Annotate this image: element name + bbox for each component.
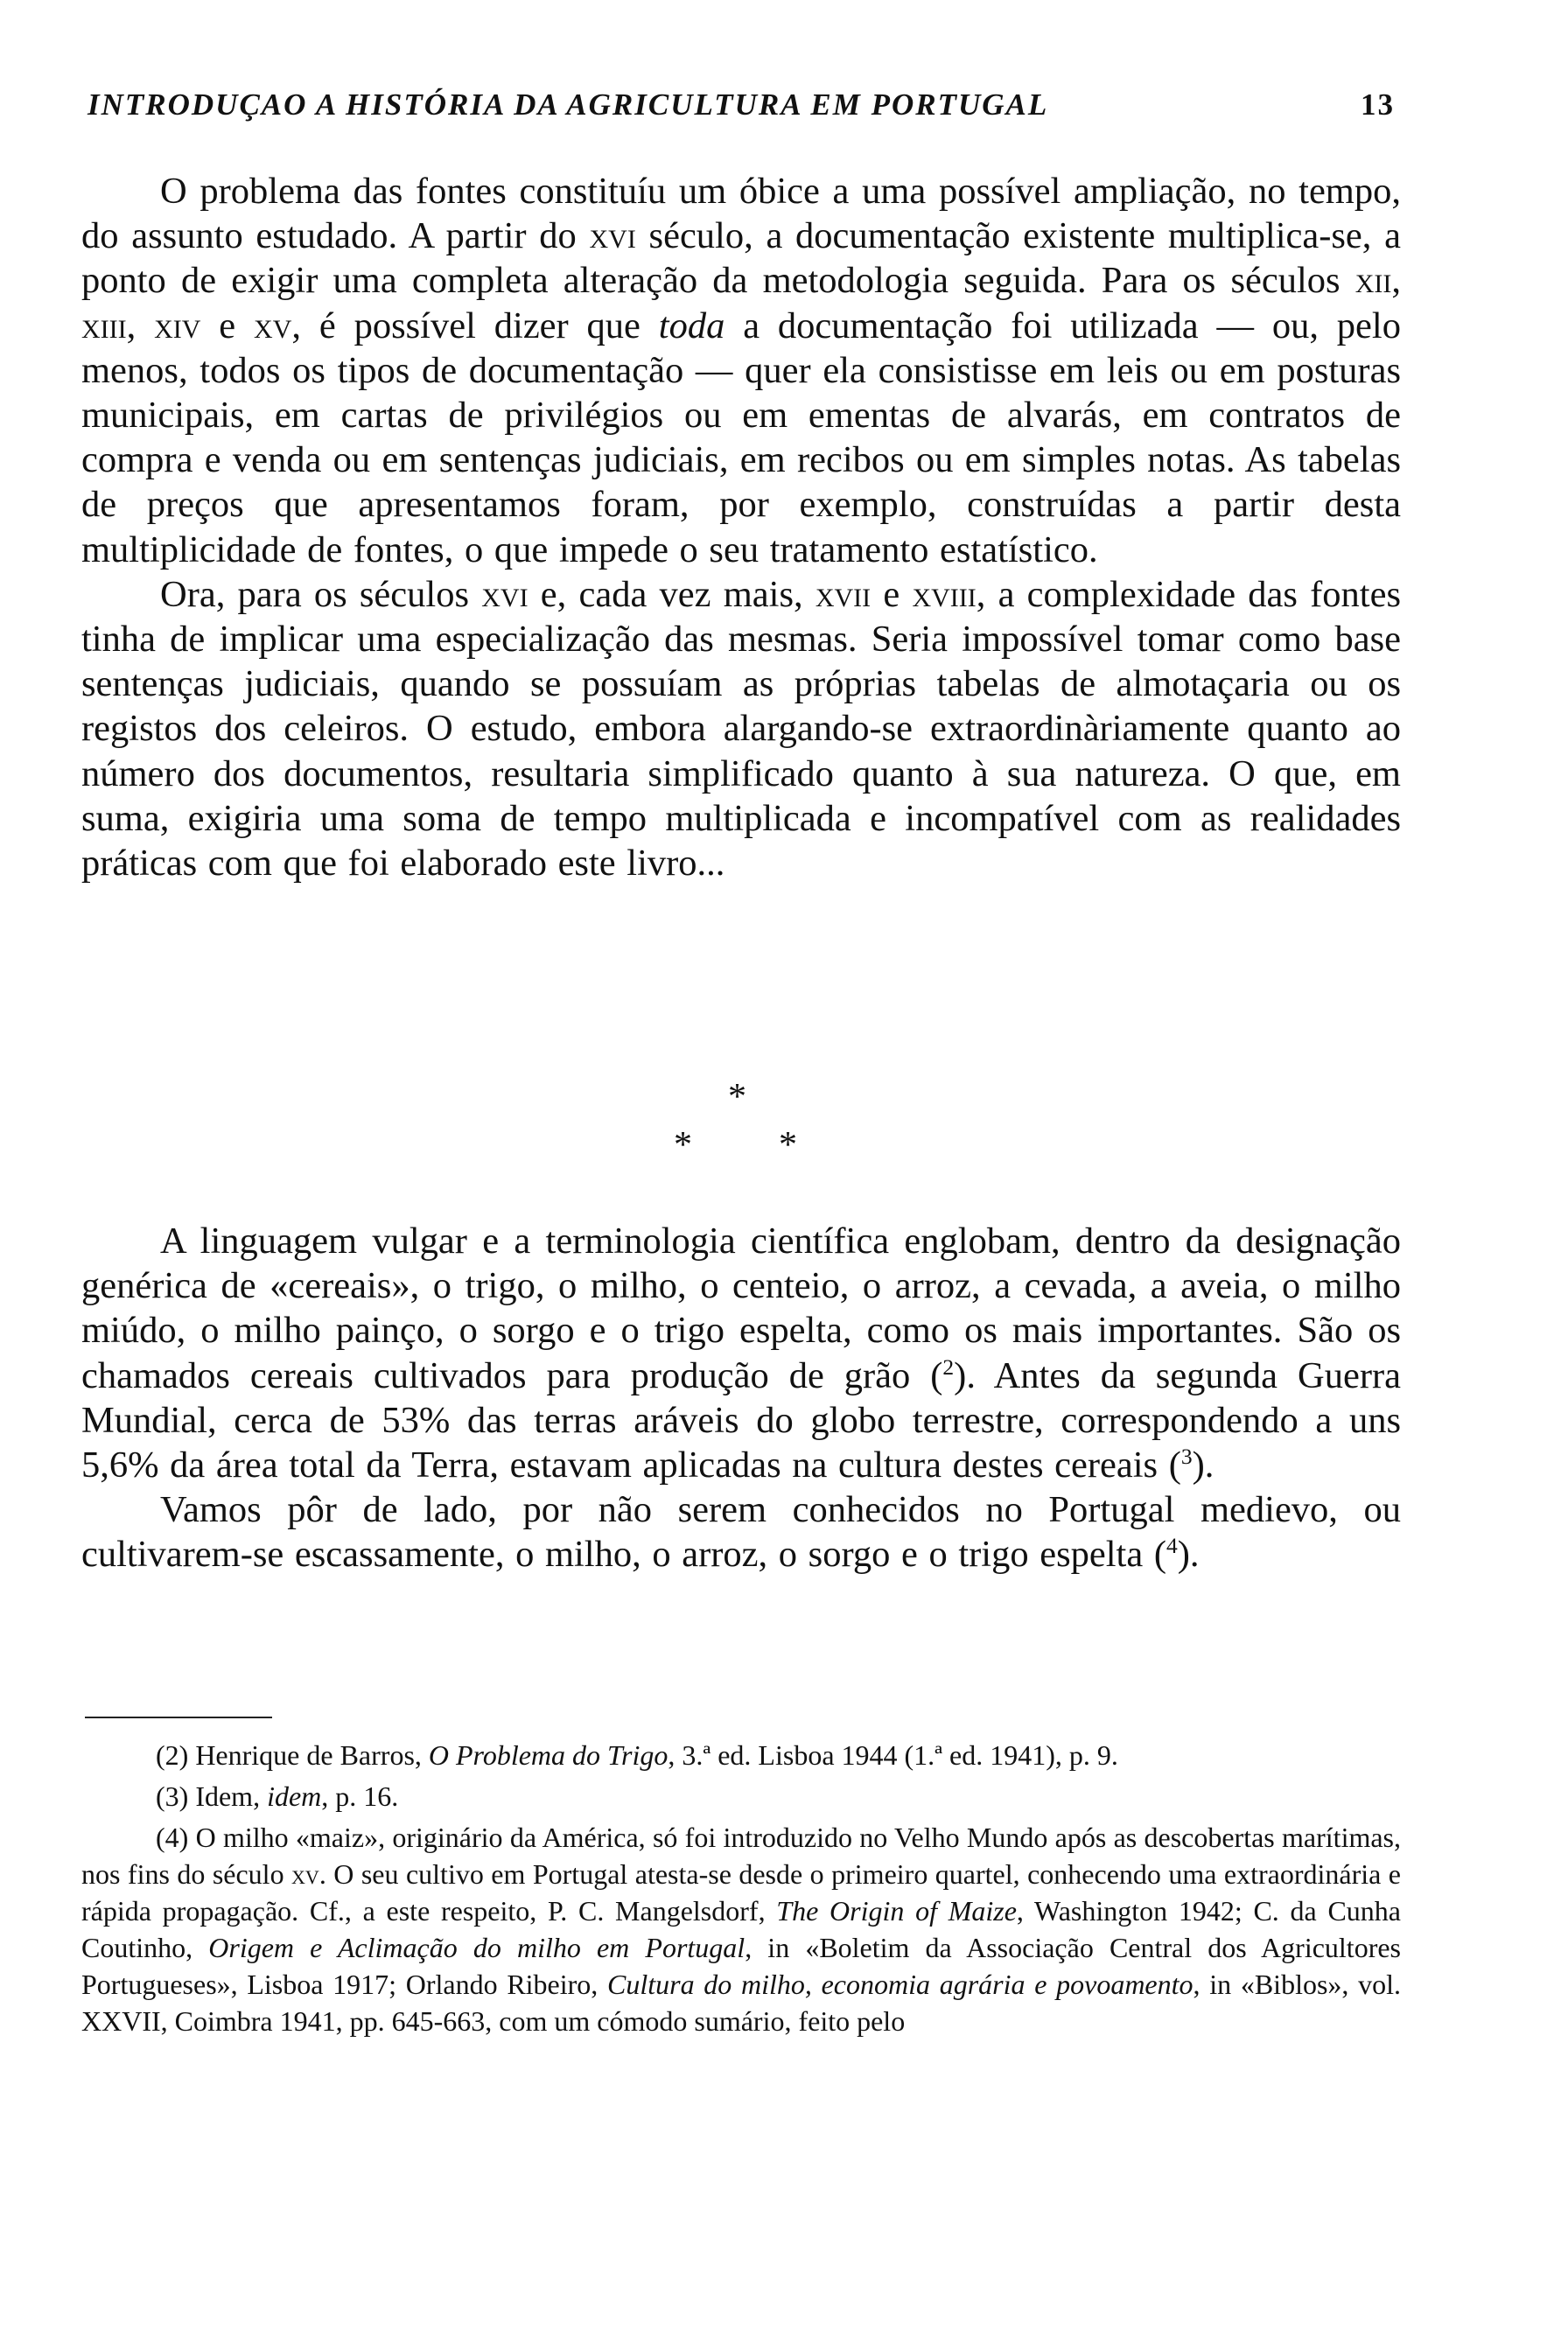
page-number: 13 — [1361, 87, 1395, 122]
roman-numeral: xvi — [481, 573, 528, 615]
emphasis: toda — [658, 304, 725, 346]
paragraph: O problema das fontes constituíu um óbice a uma possível ampliação, no tempo, do assunto estudado. A partir do xvi século, a documentação existente multiplica-se, a ponto de exigir uma completa alteração da metodologia seguida. Para os séculos xii, xiii, xiv e xv, é possível dizer que toda a documentação foi utilizada — ou, pelo menos, todos os tipos de documentação — quer ela consistisse em leis ou em posturas municipais, em cartas de privilégios ou em ementas de alvarás, em contratos de compra e venda ou em sentenças judiciais, em recibos ou em simples notas. As tabelas de preços que apresentamos foram, por exemplo, construídas a partir desta multiplicidade de fontes, o que impede o seu tratamento estatístico. — [81, 171, 1401, 570]
roman-numeral: xv — [291, 1858, 319, 1890]
roman-numeral: xv — [254, 304, 292, 346]
section-sources — [81, 169, 1401, 885]
footnote-ref: 3 — [1180, 1443, 1193, 1469]
roman-numeral: xii — [1354, 260, 1392, 302]
paragraph: A linguagem vulgar e a terminologia científica englobam, dentro da designação genérica de «cereais», o trigo, o milho, o centeio, o arroz, a cevada, a aveia, o milho miúdo, o milho painço, o sorgo e o trigo espelta, como os mais importantes. São os chamados cereais cultivados para produção de grão ($^2$). Antes da segunda Guerra Mundial, cerca de 53% das terras aráveis do globo terrestre, correspondendo a uns 5,6% da área total da Terra, estavam aplicadas na cultura destes cereais ($^3$). — [81, 1220, 1401, 1486]
running-title: INTRODUÇAO A HISTÓRIA DA AGRICULTURA EM PORTUGAL — [88, 87, 1049, 122]
book-title: Cultura do milho, economia agrária e povoamento — [607, 1969, 1194, 2000]
roman-numeral: xvii — [815, 573, 872, 615]
footnote: (3) Idem, idem, p. 16. — [156, 1780, 399, 1812]
footnote-mark: (4) — [156, 1822, 189, 1853]
book-title: The Origin of Maize — [776, 1895, 1017, 1927]
paragraph: Vamos pôr de lado, por não serem conhecidos no Portugal medievo, ou cultivarem-se escassamente, o milho, o arroz, o sorgo e o trigo espelta ($^4$). — [81, 1489, 1401, 1576]
book-title: Origem e Aclimação do milho em Portugal — [208, 1932, 746, 1963]
roman-numeral: xiii — [81, 304, 127, 346]
footnotes — [81, 1737, 1401, 2039]
book-title: O Problema do Trigo — [428, 1739, 668, 1771]
asterisk: * — [674, 1125, 692, 1165]
footnote-ref: 2 — [942, 1353, 955, 1380]
footnote-mark: (3) — [156, 1780, 189, 1812]
running-head — [88, 87, 1400, 140]
asterisk: * — [728, 1077, 746, 1117]
emphasis: idem — [267, 1780, 322, 1812]
roman-numeral: xiv — [154, 304, 201, 346]
footnote: (4) O milho «maiz», originário da América, só foi introduzido no Velho Mundo após as descobertas marítimas, nos fins do século xv. O seu cultivo em Portugal atesta-se desde o primeiro quartel, conhecendo uma extraordinária e rápida propagação. Cf., a este respeito, P. C. Mangelsdorf, The Origin of Maize, Washington 1942; C. da Cunha Coutinho, Origem e Aclimação do milho em Portugal, in «Boletim da Associação Central dos Agricultores Portugueses», Lisboa 1917; Orlando Ribeiro, Cultura do milho, economia agrária e povoamento, in «Biblos», vol. XXVII, Coimbra 1941, pp. 645-663, com um cómodo sumário, feito pelo — [81, 1822, 1402, 2037]
section-cereals — [81, 1219, 1401, 1577]
footnote-mark: (2) — [156, 1739, 189, 1771]
paragraph: Ora, para os séculos xvi e, cada vez mais, xvii e xviii, a complexidade das fontes tinha de implicar uma especialização das mesmas. Seria impossível tomar como base sentenças judiciais, quando se possuíam as próprias tabelas de almotaçaria ou os registos dos celeiros. O estudo, embora alargando-se extraordinàriamente quanto ao número dos documentos, resultaria simplificado quanto à sua natureza. O que, em suma, exigiria uma soma de tempo multiplicada e incompatível com as realidades práticas com que foi elaborado este livro... — [81, 573, 1402, 885]
roman-numeral: xvi — [589, 215, 636, 257]
footnote: (2) Henrique de Barros, O Problema do Trigo, 3.ª ed. Lisboa 1944 (1.ª ed. 1941), p. 9. — [156, 1739, 1118, 1771]
section-separator — [612, 1076, 875, 1172]
footnote-ref: 4 — [1166, 1533, 1178, 1559]
roman-numeral: xviii — [912, 573, 976, 615]
footnote-divider — [85, 1717, 272, 1718]
asterisk: * — [779, 1125, 797, 1165]
